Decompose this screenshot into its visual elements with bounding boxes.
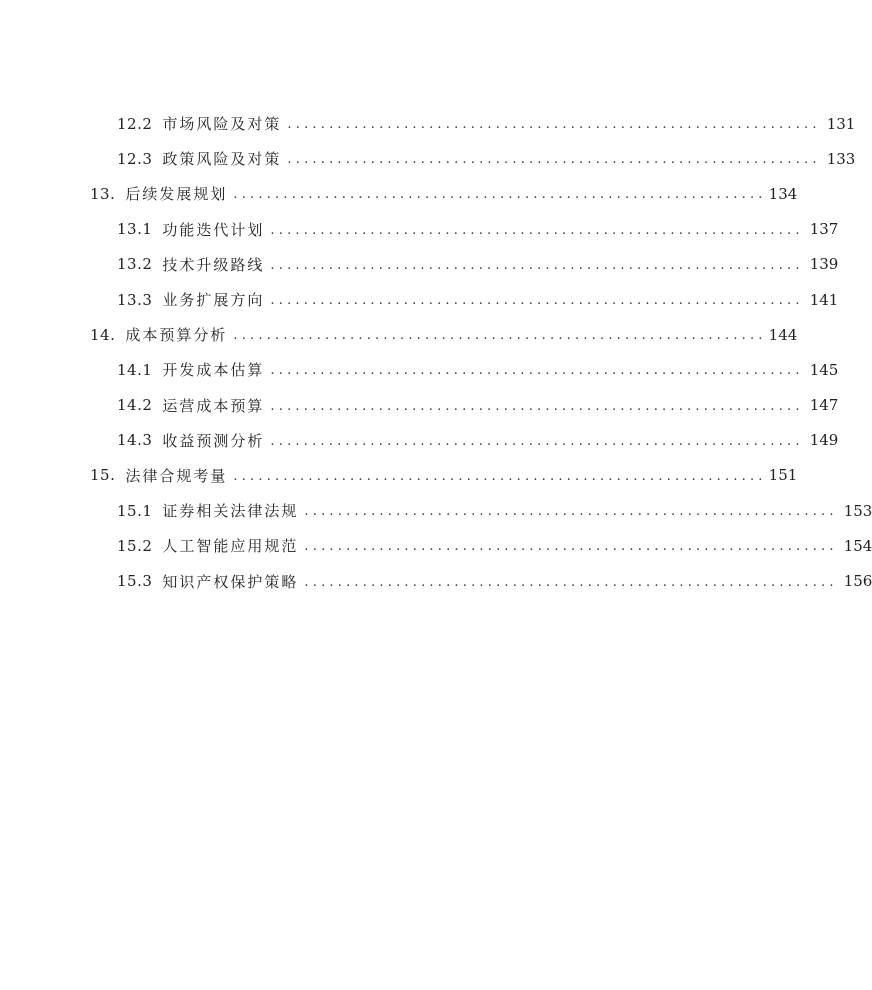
toc-entry-number: 14. (90, 325, 116, 344)
toc-entry-number: 13. (90, 184, 116, 203)
toc-entry-title: 运营成本预算 (162, 396, 265, 415)
toc-entry-page: 139 (809, 255, 839, 274)
toc-dot-leader: ................................................................ (304, 504, 838, 520)
toc-entry-page: 141 (809, 290, 839, 309)
toc-entry-number: 12.2 (117, 114, 153, 133)
toc-entry-title: 政策风险及对策 (162, 150, 282, 169)
toc-entry-title: 证券相关法律法规 (162, 502, 299, 521)
toc-entry-15-1[interactable] (0, 493, 872, 528)
toc-entry-page: 145 (809, 360, 839, 379)
toc-entry-title: 功能迭代计划 (162, 220, 265, 239)
toc-entry-page: 156 (843, 572, 872, 591)
toc-entry-15-3[interactable] (0, 563, 872, 598)
toc-entry-number: 13.2 (117, 255, 153, 274)
toc-entry-13-1[interactable] (0, 212, 839, 247)
toc-entry-number: 13.1 (117, 220, 153, 239)
toc-dot-leader: ................................................................ (287, 152, 821, 168)
toc-dot-leader: ................................................................ (304, 574, 838, 590)
toc-entry-13-3[interactable] (0, 282, 839, 317)
toc-entry-number: 15. (90, 466, 116, 485)
toc-entry-number: 12.3 (117, 149, 153, 168)
toc-entry-title: 法律合规考量 (125, 466, 228, 485)
toc-entry-number: 14.2 (117, 396, 153, 415)
toc-entry-page: 149 (809, 431, 839, 450)
toc-dot-leader: ................................................................ (287, 117, 821, 133)
toc-entry-page: 133 (826, 149, 856, 168)
table-of-contents (0, 106, 872, 599)
toc-dot-leader: ................................................................ (270, 398, 804, 414)
toc-entry-page: 144 (768, 325, 798, 344)
toc-entry-title: 收益预测分析 (162, 431, 265, 450)
toc-entry-page: 137 (809, 220, 839, 239)
toc-entry-13-2[interactable] (0, 247, 839, 282)
toc-entry-number: 15.1 (117, 501, 153, 520)
toc-entry-page: 151 (768, 466, 798, 485)
toc-dot-leader: ................................................................ (304, 539, 838, 555)
toc-entry-title: 知识产权保护策略 (162, 572, 299, 591)
toc-entry-number: 14.1 (117, 360, 153, 379)
toc-entry-12-3[interactable] (0, 141, 856, 176)
toc-dot-leader: ................................................................ (270, 293, 804, 309)
toc-entry-title: 市场风险及对策 (162, 115, 282, 134)
toc-entry-14-2[interactable] (0, 388, 839, 423)
toc-entry-page: 154 (843, 536, 872, 555)
toc-entry-title: 后续发展规划 (125, 185, 228, 204)
toc-entry-12-2[interactable] (0, 106, 856, 141)
toc-dot-leader: ................................................................ (233, 328, 767, 344)
toc-entry-number: 15.3 (117, 572, 153, 591)
toc-entry-15-2[interactable] (0, 528, 872, 563)
toc-entry-page: 134 (768, 184, 798, 203)
toc-entry-title: 成本预算分析 (125, 326, 228, 345)
toc-entry-page: 131 (826, 114, 856, 133)
toc-entry-title: 技术升级路线 (162, 255, 265, 274)
toc-entry-15[interactable] (0, 458, 798, 493)
toc-entry-title: 开发成本估算 (162, 361, 265, 380)
toc-entry-page: 153 (843, 501, 872, 520)
toc-entry-14[interactable] (0, 317, 798, 352)
toc-entry-number: 14.3 (117, 431, 153, 450)
toc-dot-leader: ................................................................ (270, 433, 804, 449)
toc-entry-title: 业务扩展方向 (162, 291, 265, 310)
toc-dot-leader: ................................................................ (233, 187, 767, 203)
toc-dot-leader: ................................................................ (233, 468, 767, 484)
toc-entry-14-1[interactable] (0, 352, 839, 387)
toc-entry-14-3[interactable] (0, 423, 839, 458)
toc-dot-leader: ................................................................ (270, 363, 804, 379)
toc-entry-13[interactable] (0, 176, 798, 211)
toc-entry-title: 人工智能应用规范 (162, 537, 299, 556)
toc-entry-page: 147 (809, 396, 839, 415)
toc-entry-number: 13.3 (117, 290, 153, 309)
toc-entry-number: 15.2 (117, 536, 153, 555)
toc-dot-leader: ................................................................ (270, 222, 804, 238)
toc-dot-leader: ................................................................ (270, 257, 804, 273)
